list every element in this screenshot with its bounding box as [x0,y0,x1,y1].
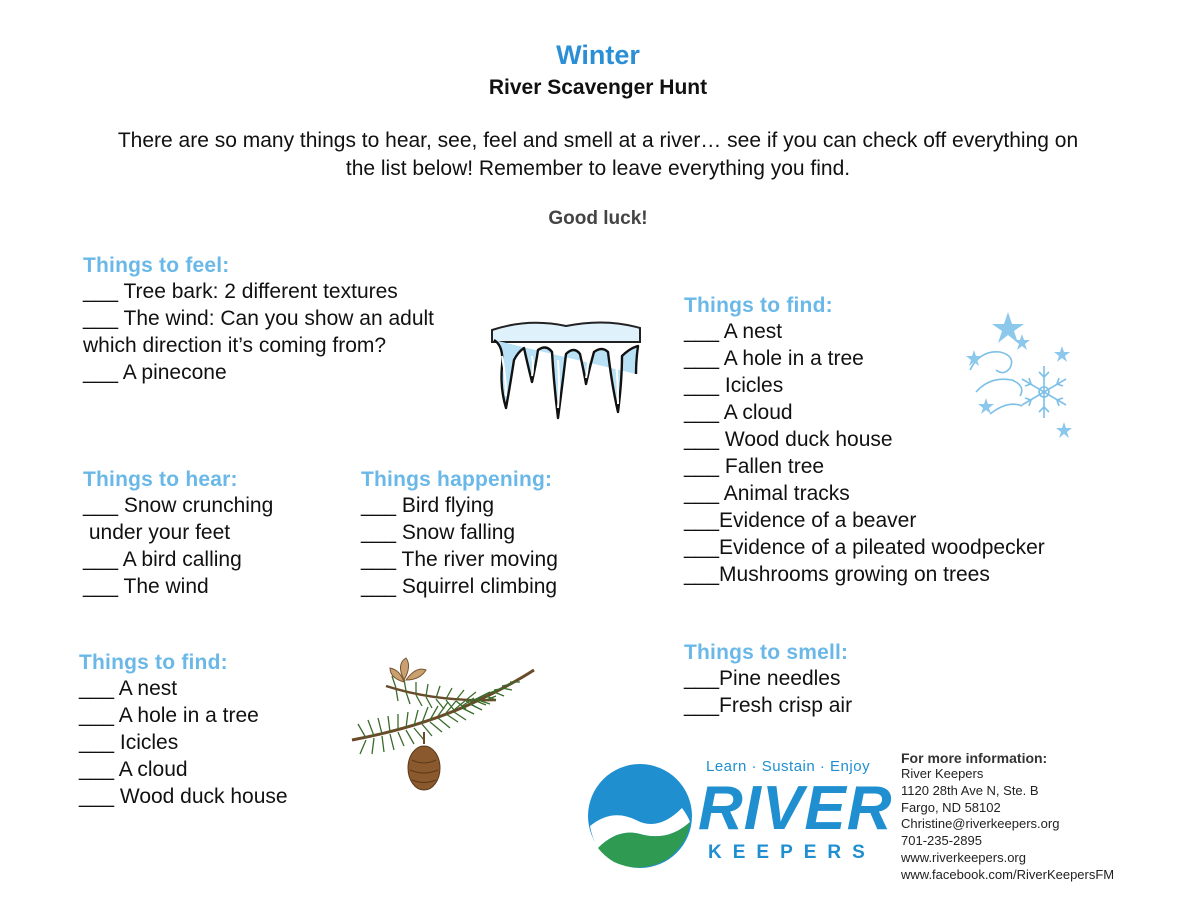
page-title: Winter [556,40,640,70]
list-item: ___ Bird flying [361,494,495,517]
contact-phone: 701-235-2895 [901,833,982,849]
feel-list [83,278,443,386]
list-item: ___ A hole in a tree [79,704,259,727]
happening-list [361,492,621,600]
list-item: ___ Icicles [79,731,179,754]
find-left-section [79,651,339,810]
hear-section [83,468,343,600]
smell-heading: Things to smell: [684,641,849,664]
contact-line: Fargo, ND 58102 [901,799,1001,815]
feel-section [83,254,453,386]
smell-section [684,641,944,719]
list-item: ___ Snow falling [361,521,516,544]
contact-line: 1120 28th Ave N, Ste. B [901,782,1039,798]
list-item: ___Evidence of a pileated woodpecker [684,536,1045,559]
smell-list [684,665,944,719]
contact-email: Christine@riverkeepers.org [901,816,1060,832]
contact-line: River Keepers [901,766,984,781]
contact-website: www.riverkeepers.org [901,849,1026,865]
list-item: ___ The river moving [361,548,558,571]
list-item: ___ Wood duck house [79,785,288,808]
logo-tagline: Learn · Sustain · Enjoy [706,758,871,775]
list-item: ___ The wind: Can you show an adult which direction it’s coming from? [83,307,435,357]
list-item: ___ A cloud [79,758,188,781]
find-right-heading: Things to find: [684,294,833,317]
list-item: ___ A nest [684,320,783,343]
list-item: ___ A cloud [684,401,793,424]
logo-sub: KEEPERS [708,842,876,863]
happening-heading: Things happening: [361,468,553,491]
icicle-icon [488,316,644,426]
snowflake-icon [960,310,1080,442]
list-item: ___ Tree bark: 2 different textures [83,280,398,303]
list-item: ___ Fallen tree [684,455,825,478]
river-keepers-logo [584,756,893,868]
list-item: ___ A nest [79,677,178,700]
list-item: ___ A pinecone [83,361,227,384]
page-subtitle: River Scavenger Hunt [488,76,708,99]
feel-heading: Things to feel: [83,254,230,277]
find-left-heading: Things to find: [79,651,228,674]
list-item: ___ Wood duck house [684,428,893,451]
contact-block [901,750,1181,884]
list-item: ___ Animal tracks [684,482,850,505]
list-item: ___ Icicles [684,374,784,397]
list-item: ___ Squirrel climbing [361,575,558,598]
logo-name: RIVER [698,774,893,843]
happening-section [361,468,621,600]
contact-heading: For more information: [901,750,1048,766]
list-item: under your feet [83,521,231,544]
list-item: ___ The wind [83,575,209,598]
hear-list [83,492,343,600]
good-luck-text: Good luck! [548,208,648,229]
pine-branch-icon [346,656,540,792]
contact-facebook: www.facebook.com/RiverKeepersFM [901,866,1115,882]
find-left-list [79,675,339,810]
list-item: ___Pine needles [684,667,841,690]
list-item: ___Evidence of a beaver [684,509,917,532]
list-item: ___ A hole in a tree [684,347,864,370]
list-item: ___ Snow crunching [83,494,274,517]
hear-heading: Things to hear: [83,468,238,491]
list-item: ___Fresh crisp air [684,694,853,717]
list-item: ___Mushrooms growing on trees [684,563,990,586]
intro-text: There are so many things to hear, see, feel and smell at a river… see if you can check off everything on the list below! Remember to leave everything you find. [117,129,1079,180]
list-item: ___ A bird calling [83,548,242,571]
